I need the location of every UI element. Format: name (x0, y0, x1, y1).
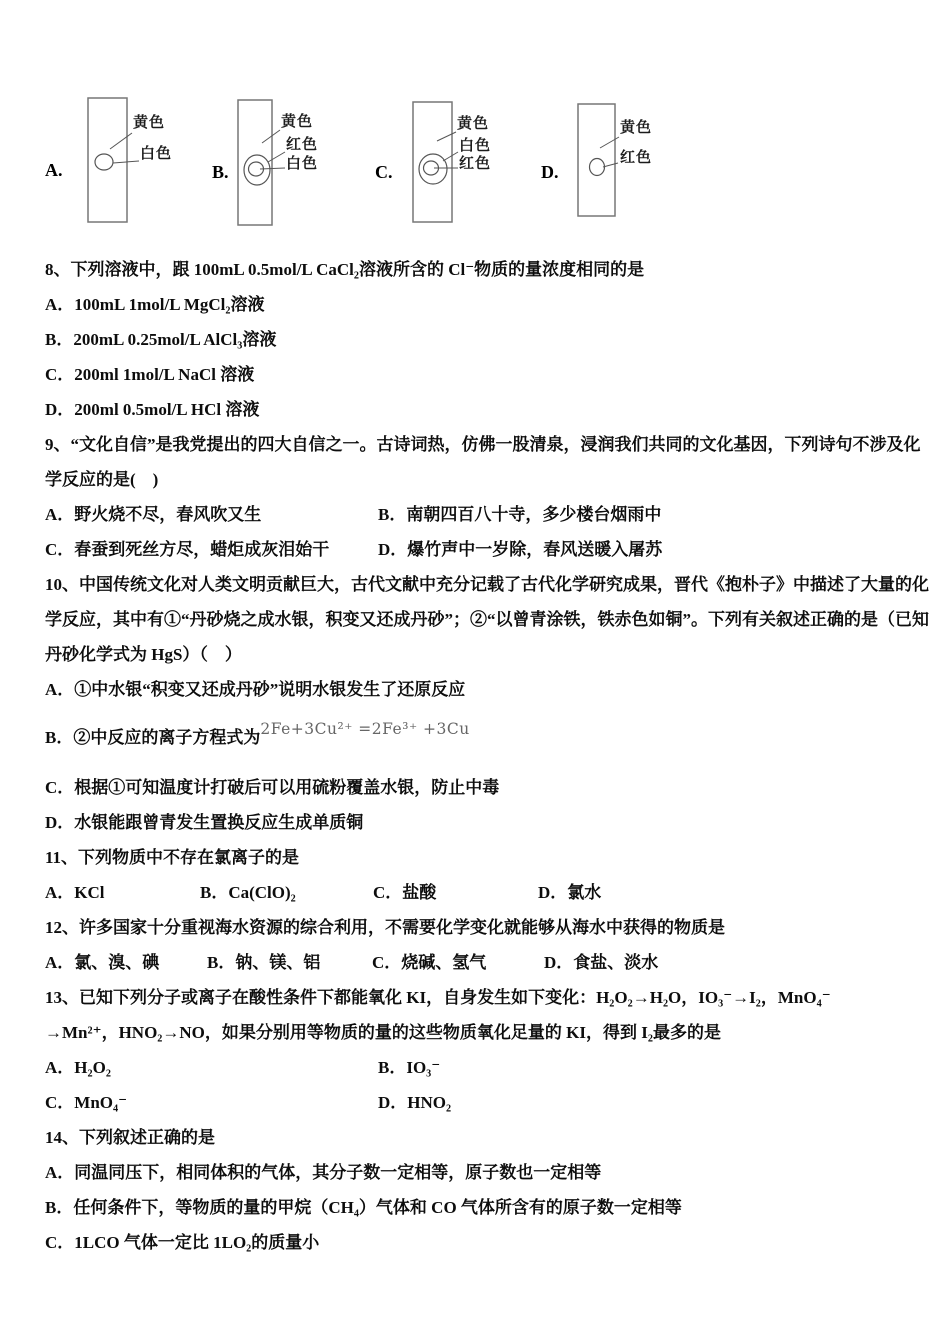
ionic-equation: 2Fe+3Cu²⁺ =2Fe³⁺ +3Cu (260, 720, 470, 738)
question-14-option-c: C．1LCO 气体一定比 1LO₂的质量小 (45, 1233, 320, 1252)
option-letter: A. (45, 160, 63, 180)
question-13-options-row2 (45, 1085, 913, 1120)
question-8-option-b: B．200mL 0.25mol/L AlCl₃溶液 (45, 330, 277, 349)
question-13-stem-line2: →Mn²⁺，HNO₂→NO，如果分别用等物质的量的这些物质氧化足量的 KI，得到 I₂最多的是 (45, 1023, 721, 1042)
question-10-option-b (45, 707, 913, 770)
figure-label: 红色 (620, 150, 653, 166)
question-9-option-d: D．爆竹声中一岁除，春风送暖入屠苏 (378, 540, 663, 559)
question-9-option-b: B．南朝四百八十寺，多少楼台烟雨中 (378, 505, 662, 524)
question-10-stem-line1: 10、中国传统文化对人类文明贡献巨大，古代文献中充分记载了古代化学研究成果，晋代《抱朴子》中描述了大量的化 (45, 575, 929, 594)
option-letter: C. (375, 162, 393, 182)
question-12-option-b: B．钠、镁、铝 (207, 953, 321, 972)
question-11-option-a: A．KCl (45, 883, 105, 902)
question-14-option-a: A．同温同压下，相同体积的气体，其分子数一定相等，原子数也一定相等 (45, 1163, 602, 1182)
figure-option-a (40, 92, 220, 240)
figure-option-c (370, 92, 550, 240)
question-11-options-row (45, 875, 913, 910)
question-9-stem-line2: 学反应的是( ) (45, 470, 159, 489)
question-14-option-b: B．任何条件下，等物质的量的甲烷（CH₄）气体和 CO 气体所含有的原子数一定相等 (45, 1198, 682, 1217)
question-11-stem: 11、下列物质中不存在氯离子的是 (45, 848, 300, 867)
question-13-option-d: D．HNO₂ (378, 1093, 452, 1112)
question-list (45, 252, 929, 1260)
question-8-option-d: D．200ml 0.5mol/L HCl 溶液 (45, 400, 260, 419)
question-9-stem-line1: 9、“文化自信”是我党提出的四大自信之一。古诗词热，仿佛一股清泉，浸润我们共同的文化基因，下列诗句不涉及化 (45, 435, 921, 454)
option-letter: D. (541, 162, 559, 182)
question-14-stem: 14、下列叙述正确的是 (45, 1128, 215, 1147)
figure-label: 黄色 (620, 120, 653, 136)
figure-option-d (535, 92, 715, 240)
question-11-option-c: C．盐酸 (373, 883, 437, 902)
figure-label: 红色 (286, 137, 319, 153)
question-9-option-c: C．春蚕到死丝方尽，蜡炬成灰泪始干 (45, 540, 330, 559)
question-12-stem: 12、许多国家十分重视海水资源的综合利用，不需要化学变化就能够从海水中获得的物质是 (45, 918, 725, 937)
question-13-option-b: B．IO₃⁻ (378, 1058, 441, 1077)
figure-label: 白色 (140, 146, 173, 162)
question-10-option-b-text: B．②中反应的离子方程式为 (45, 728, 261, 747)
figure-label: 白色 (459, 138, 492, 154)
test-strip-diagram (40, 92, 220, 240)
question-10-stem-line2: 学反应，其中有①“丹砂烧之成水银，积变又还成丹砂”；②“以曾青涂铁，铁赤色如铜”。下列有关叙述正确的是（已知 (45, 610, 929, 629)
question-9-option-a: A．野火烧不尽，春风吹又生 (45, 505, 262, 524)
question-10-stem-line3: 丹砂化学式为 HgS）（ ） (45, 645, 242, 664)
spot-blob (590, 159, 605, 176)
question-10-option-d: D．水银能跟曾青发生置换反应生成单质铜 (45, 813, 364, 832)
figure-label: 白色 (286, 156, 319, 172)
figure-label: 黄色 (457, 116, 490, 132)
figure-label: 黄色 (281, 114, 314, 130)
spot-blob (95, 154, 113, 170)
question-9-options-row2 (45, 532, 913, 567)
figure-options-row (0, 92, 950, 242)
figure-option-b (205, 92, 385, 240)
question-12-option-a: A．氯、溴、碘 (45, 953, 160, 972)
question-8-option-c: C．200ml 1mol/L NaCl 溶液 (45, 365, 255, 384)
figure-label: 黄色 (133, 115, 166, 131)
question-13-option-a: A．H₂O₂ (45, 1058, 111, 1077)
figure-label: 红色 (459, 156, 492, 172)
question-12-option-c: C．烧碱、氢气 (372, 953, 487, 972)
question-11-option-b: B．Ca(ClO)₂ (200, 883, 296, 902)
question-9-options-row1 (45, 497, 913, 532)
question-13-options-row1 (45, 1050, 913, 1085)
question-10-option-a: A．①中水银“积变又还成丹砂”说明水银发生了还原反应 (45, 680, 466, 699)
question-11-option-d: D．氯水 (538, 883, 602, 902)
question-12-option-d: D．食盐、淡水 (544, 953, 659, 972)
question-13-stem-line1: 13、已知下列分子或离子在酸性条件下都能氧化 KI，自身发生如下变化：H₂O₂→H₂O，IO₃⁻→I₂，MnO₄⁻ (45, 988, 831, 1007)
option-letter: B. (212, 162, 229, 182)
question-8-option-a: A．100mL 1mol/L MgCl₂溶液 (45, 295, 265, 314)
question-13-option-c: C．MnO₄⁻ (45, 1093, 128, 1112)
question-8-stem: 8、下列溶液中，跟 100mL 0.5mol/L CaCl₂溶液所含的 Cl⁻物质的量浓度相同的是 (45, 260, 645, 279)
question-10-option-c: C．根据①可知温度计打破后可以用硫粉覆盖水银，防止中毒 (45, 778, 500, 797)
question-12-options-row (45, 945, 913, 980)
